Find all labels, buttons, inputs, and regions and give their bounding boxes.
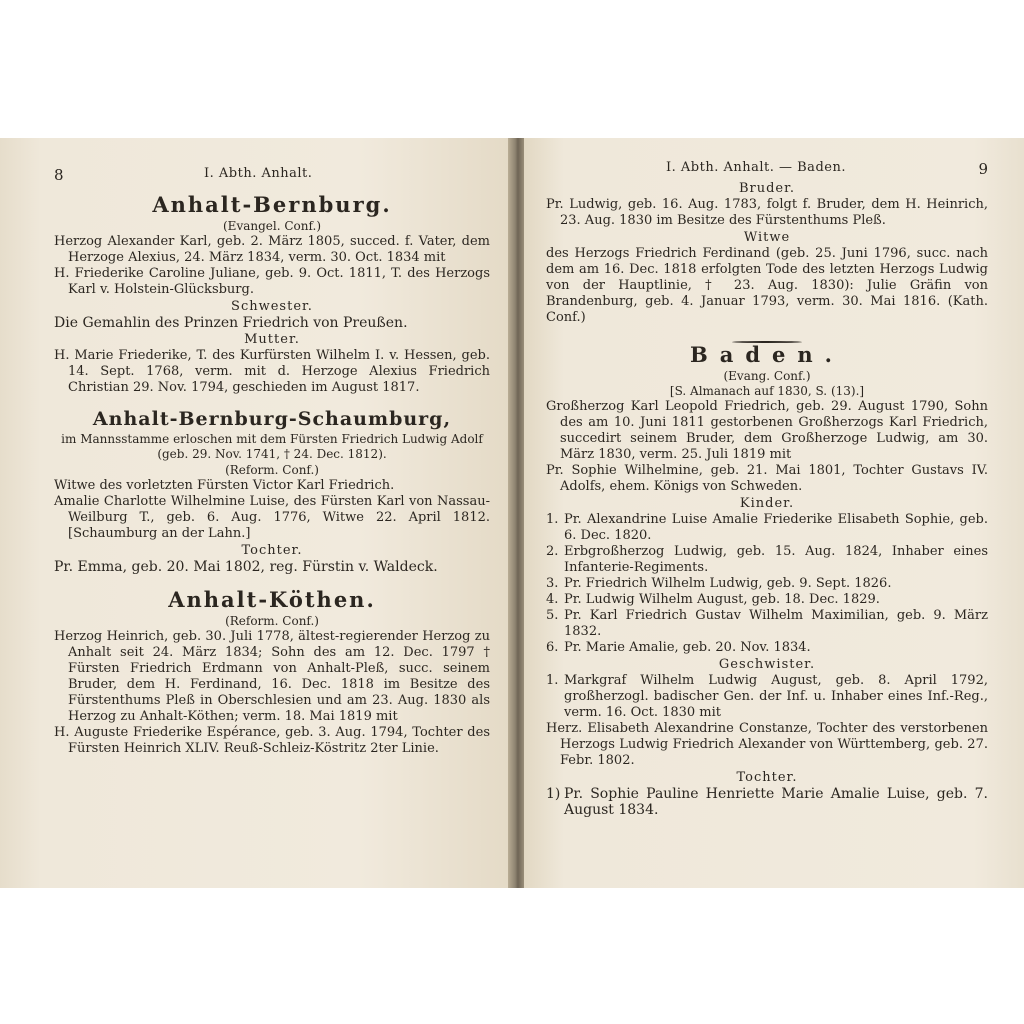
confession: (Evangel. Conf.): [223, 219, 321, 233]
list-item: 1. Pr. Alexandrine Luise Amalie Friederike Elisabeth Sophie, geb. 6. Dec. 1820.: [546, 512, 988, 543]
confession: (Evang. Conf.): [723, 369, 811, 383]
confession: (Reform. Conf.): [225, 614, 319, 628]
entry: des Herzogs Friedrich Ferdinand (geb. 25. Juni 1796, succ. nach dem am 16. Dec. 1818 erfolgten Tode des letzten Herzogs Ludwig von der Hauptlinie, † 23. Aug. 1830): Julie Gräfin von Brandenburg, geb. 4. Januar 1793, verm. 30. Mai 1816. (Kath. Conf.): [546, 246, 988, 325]
list-item: 1) Pr. Sophie Pauline Henriette Marie Amalie Luise, geb. 7. August 1834.: [546, 786, 988, 818]
label-sister: Schwester.: [231, 299, 313, 314]
running-head: [54, 166, 490, 186]
section-title-schaumburg: Anhalt-Bernburg-Schaumburg,: [92, 408, 452, 430]
ornament-divider: [546, 330, 988, 340]
label-daughter: Tochter.: [736, 770, 798, 785]
entry: Herzog Heinrich, geb. 30. Juli 1778, ältest-regierender Herzog zu Anhalt seit 24. März 1834; Sohn des am 12. Dec. 1797 † Fürsten Friedrich Erdmann von Anhalt-Pleß, succ. seinem Bruder, dem H. Ferdinand, 16. Dec. 1818 im Besitze des Fürstenthums Pleß in Oberschlesien und am 23. Aug. 1830 als Herzog zu Anhalt-Köthen; verm. 18. Mai 1819 mit: [54, 629, 490, 724]
label-daughter: Tochter.: [241, 543, 303, 558]
entry: Die Gemahlin des Prinzen Friedrich von Preußen.: [54, 315, 408, 331]
section-title-bernburg: Anhalt-Bernburg.: [152, 192, 392, 217]
list-item: 6. Pr. Marie Amalie, geb. 20. Nov. 1834.: [546, 640, 811, 655]
running-title: I. Abth. Anhalt. — Baden.: [666, 160, 846, 175]
running-title: I. Abth. Anhalt.: [204, 166, 313, 181]
label-brother: Bruder.: [738, 181, 796, 196]
confession: (Reform. Conf.): [225, 463, 319, 477]
list-item: 5. Pr. Karl Friedrich Gustav Wilhelm Maximilian, geb. 9. März 1832.: [546, 608, 988, 639]
entry: Großherzog Karl Leopold Friedrich, geb. 29. August 1790, Sohn des am 10. Juni 1811 gestorbenen Großherzogs Karl Friedrich, succedirt seinem Bruder, dem Großherzoge Ludwig, am 30. März 1830, verm. 25. Juli 1819 mit: [546, 399, 988, 462]
entry: Witwe des vorletzten Fürsten Victor Karl Friedrich.: [54, 478, 395, 493]
section-title-baden: Baden.: [690, 342, 844, 367]
children-list: [546, 512, 988, 656]
section-title-koethen: Anhalt-Köthen.: [168, 587, 376, 612]
page-number: 8: [54, 166, 64, 184]
entry: Amalie Charlotte Wilhelmine Luise, des Fürsten Karl von Nassau-Weilburg T., geb. 6. Aug. 1776, Witwe 22. April 1812. [Schaumburg an der Lahn.]: [54, 494, 490, 541]
label-siblings: Geschwister.: [718, 657, 816, 672]
right-page: [524, 138, 1024, 888]
entry: Herzog Alexander Karl, geb. 2. März 1805, succed. f. Vater, dem Herzoge Alexius, 24. März 1834, verm. 30. Oct. 1834 mit: [54, 234, 490, 265]
page-number: 9: [978, 160, 988, 178]
reference-note: [S. Almanach auf 1830, S. (13).]: [669, 384, 865, 398]
entry: Pr. Ludwig, geb. 16. Aug. 1783, folgt f. Bruder, dem H. Heinrich, 23. Aug. 1830 im Besitze des Fürstenthums Pleß.: [546, 197, 988, 228]
list-item: 4. Pr. Ludwig Wilhelm August, geb. 18. Dec. 1829.: [546, 592, 880, 607]
list-item: 2. Erbgroßherzog Ludwig, geb. 15. Aug. 1824, Inhaber eines Infanterie-Regiments.: [546, 544, 988, 575]
running-head: [546, 160, 988, 180]
entry: Pr. Sophie Wilhelmine, geb. 21. Mai 1801, Tochter Gustavs IV. Adolfs, ehem. Königs von Schweden.: [546, 463, 988, 494]
left-page: [0, 138, 512, 888]
label-children: Kinder.: [739, 496, 795, 511]
entry: H. Friederike Caroline Juliane, geb. 9. Oct. 1811, T. des Herzogs Karl v. Holstein-Glücksburg.: [54, 266, 490, 297]
list-item: 1. Markgraf Wilhelm Ludwig August, geb. 8. April 1792, großherzogl. badischer Gen. der Inf. u. Inhaber eines Inf.-Reg., verm. 16. Oct. 1830 mit: [546, 673, 988, 720]
label-widow: Witwe: [743, 230, 791, 245]
open-book: [0, 138, 1024, 888]
list-item: 3. Pr. Friedrich Wilhelm Ludwig, geb. 9. Sept. 1826.: [546, 576, 892, 591]
label-mother: Mutter.: [244, 332, 300, 347]
entry: Herz. Elisabeth Alexandrine Constanze, Tochter des verstorbenen Herzogs Ludwig Friedrich Alexander von Württemberg, geb. 27. Febr. 1802.: [546, 721, 988, 768]
entry: Pr. Emma, geb. 20. Mai 1802, reg. Fürstin v. Waldeck.: [54, 559, 438, 575]
section-note: im Mannsstamme erloschen mit dem Fürsten Friedrich Ludwig Adolf (geb. 29. Nov. 1741, † 24. Dec. 1812).: [61, 432, 483, 461]
entry: H. Marie Friederike, T. des Kurfürsten Wilhelm I. v. Hessen, geb. 14. Sept. 1768, verm. mit d. Herzoge Alexius Friedrich Christian 29. Nov. 1794, geschieden im August 1817.: [54, 348, 490, 395]
entry: H. Auguste Friederike Espérance, geb. 3. Aug. 1794, Tochter des Fürsten Heinrich XLIV. Reuß-Schleiz-Köstritz 2ter Linie.: [54, 725, 490, 756]
